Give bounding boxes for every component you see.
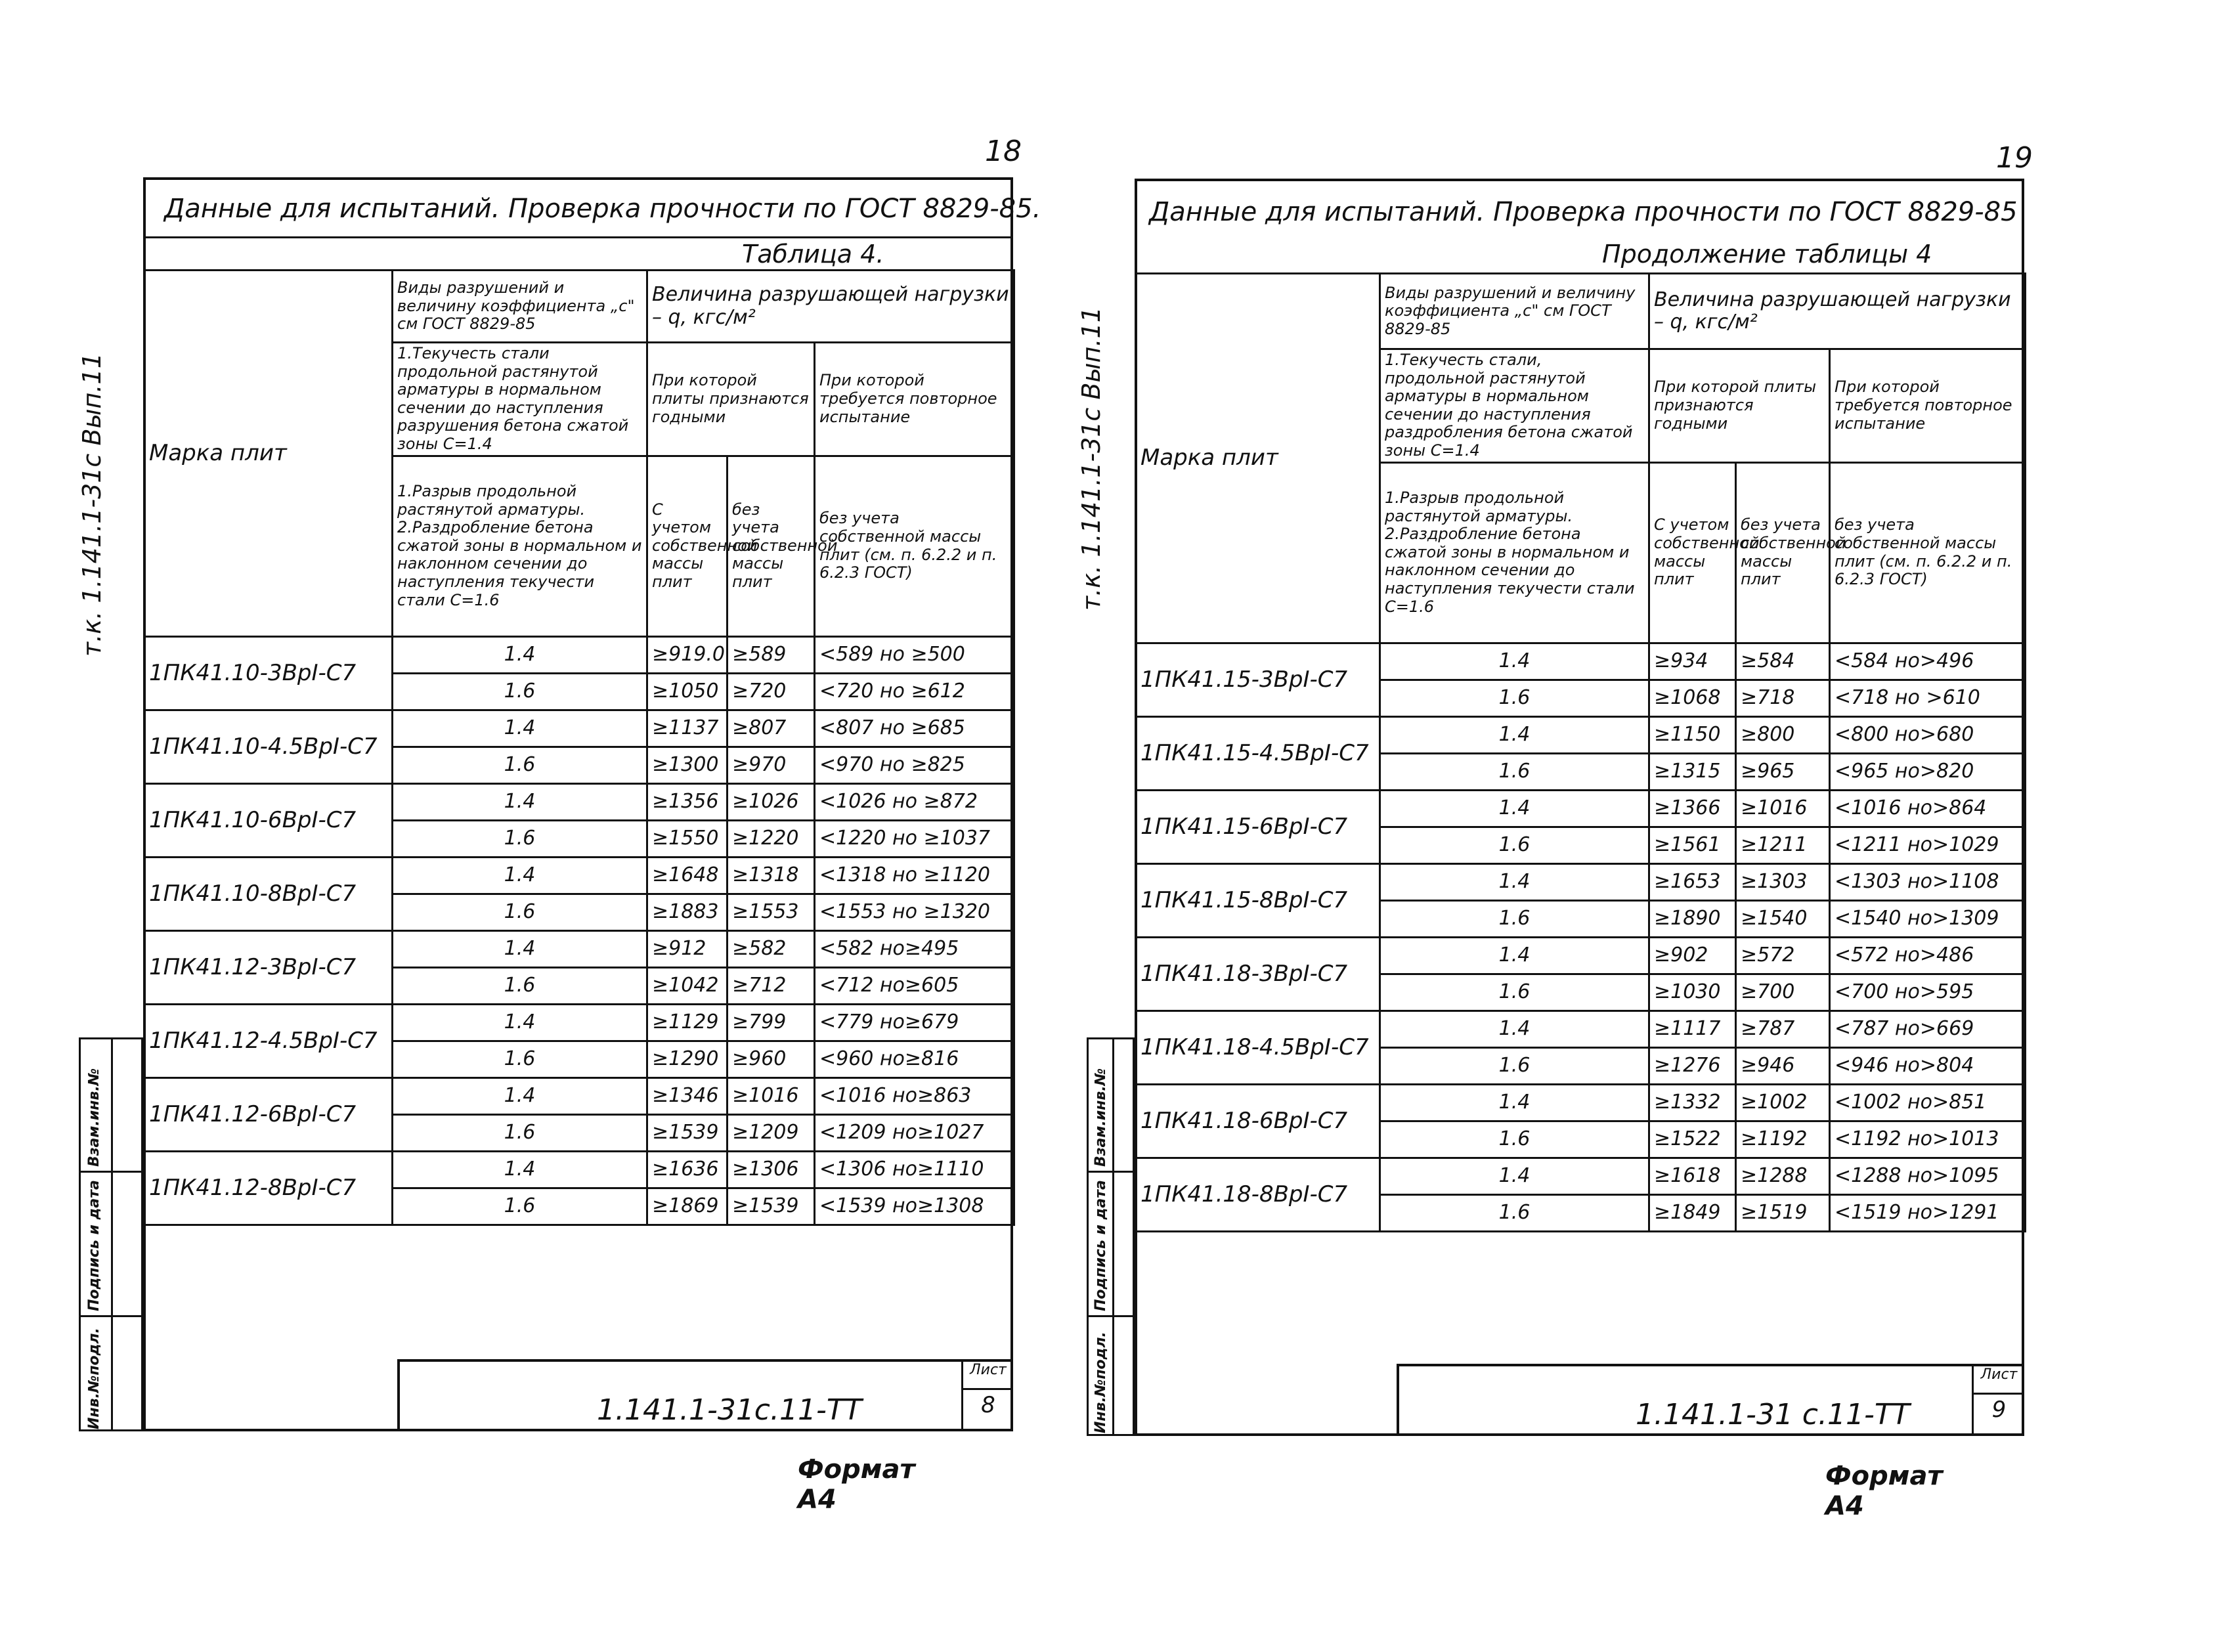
- marka-cell: 1ПК41.18-6ВрI-С7: [1136, 1084, 1380, 1158]
- without-own-cell: ≥589: [728, 636, 815, 673]
- without-own-cell: ≥718: [1736, 680, 1830, 716]
- coef-cell: 1.6: [1380, 827, 1649, 863]
- table-row: [144, 783, 1014, 820]
- with-own-cell: ≥912: [647, 930, 728, 967]
- with-own-cell: ≥1332: [1649, 1084, 1736, 1121]
- stamp-replace-label: Взам.инв.№: [1093, 1068, 1109, 1167]
- right-doc-code: 1.141.1-31 с.11-ТТ: [1636, 1398, 1910, 1431]
- coef-cell: 1.6: [1380, 1194, 1649, 1231]
- without-own-cell: ≥1540: [1736, 900, 1830, 937]
- without-own-cell: ≥582: [728, 930, 815, 967]
- with-own-cell: ≥1150: [1649, 716, 1736, 753]
- retest-cell: <1220 но ≥1037: [815, 820, 1014, 857]
- without-own-cell: ≥1318: [728, 857, 815, 894]
- without-own-cell: ≥800: [1736, 716, 1830, 753]
- table-row: [144, 857, 1014, 894]
- with-own-cell: ≥1068: [1649, 680, 1736, 716]
- coef-cell: 1.6: [1380, 1047, 1649, 1084]
- with-own-cell: ≥1849: [1649, 1194, 1736, 1231]
- with-own-cell: ≥1042: [647, 967, 728, 1004]
- right-rows: [1136, 643, 2026, 1231]
- table-row: [1136, 643, 2026, 680]
- without-own-cell: ≥1306: [728, 1151, 815, 1188]
- without-own-cell: ≥965: [1736, 753, 1830, 790]
- without-own-cell: ≥720: [728, 673, 815, 710]
- coef-cell: 1.6: [1380, 900, 1649, 937]
- with-own-cell: ≥1276: [1649, 1047, 1736, 1084]
- coef-cell: 1.4: [1380, 863, 1649, 900]
- table-row: [144, 930, 1014, 967]
- retest-cell: <1303 но>1108: [1830, 863, 2026, 900]
- retest-cell: <700 но>595: [1830, 974, 2026, 1011]
- table-row: [1136, 716, 2026, 753]
- with-own-cell: ≥919.0: [647, 636, 728, 673]
- marka-cell: 1ПК41.18-3ВрI-С7: [1136, 937, 1380, 1011]
- without-own-cell: ≥1016: [728, 1077, 815, 1114]
- coef-cell: 1.4: [393, 636, 647, 673]
- coef-cell: 1.4: [393, 857, 647, 894]
- marka-cell: 1ПК41.10-8ВрI-С7: [144, 857, 393, 930]
- retest-cell: <807 но ≥685: [815, 710, 1014, 747]
- left-sheet-box: [961, 1362, 1013, 1429]
- left-page-number: 18: [985, 135, 1022, 168]
- left-format: Формат А4: [798, 1454, 915, 1515]
- coef-cell: 1.4: [393, 710, 647, 747]
- retest-cell: <1192 но>1013: [1830, 1121, 2026, 1158]
- right-title-block: [1397, 1364, 2024, 1436]
- failure-types-header: Виды разрушений и величину коэффициента „с" см ГОСТ 8829-85: [1380, 274, 1649, 349]
- right-title: Данные для испытаний. Проверка прочности по ГОСТ 8829-85: [1149, 197, 2018, 227]
- with-own-cell: ≥1883: [647, 894, 728, 930]
- retest-cell: <572 но>486: [1830, 937, 2026, 974]
- retest-header: При которой требуется повторное испытание: [815, 343, 1014, 456]
- table-row: [1136, 790, 2026, 827]
- with-own-cell: ≥1300: [647, 747, 728, 783]
- without-own-cell: ≥712: [728, 967, 815, 1004]
- with-own-cell: ≥1315: [1649, 753, 1736, 790]
- left-rows: [144, 636, 1014, 1225]
- coef-cell: 1.4: [393, 1077, 647, 1114]
- retest-cell: <1016 но≥863: [815, 1077, 1014, 1114]
- coef-cell: 1.4: [1380, 1158, 1649, 1194]
- with-own-cell: ≥1648: [647, 857, 728, 894]
- marka-cell: 1ПК41.10-6ВрI-С7: [144, 783, 393, 857]
- marka-header: Марка плит: [144, 271, 393, 637]
- retest-cell: <800 но>680: [1830, 716, 2026, 753]
- table-row: [144, 1004, 1014, 1041]
- retest-cell: <720 но ≥612: [815, 673, 1014, 710]
- coef-cell: 1.6: [393, 1041, 647, 1077]
- retest-cell: <960 но≥816: [815, 1041, 1014, 1077]
- without-own-header-2: без учета собственной массы плит (см. п. 6.2.2 и п. 6.2.3 ГОСТ): [815, 456, 1014, 636]
- with-own-header: С учетом собственной массы плит: [1649, 462, 1736, 643]
- failure2-header: 1.Разрыв продольной растянутой арматуры. 2.Раздробление бетона сжатой зоны в нормальном и наклонном сечении до наступления текучести стали С=1.6: [393, 456, 647, 636]
- with-own-cell: ≥1356: [647, 783, 728, 820]
- left-subtitle: Таблица 4.: [742, 240, 884, 269]
- left-title-block: [397, 1359, 1013, 1431]
- retest-cell: <1209 но≥1027: [815, 1114, 1014, 1151]
- marka-header: Марка плит: [1136, 274, 1380, 643]
- without-own-cell: ≥970: [728, 747, 815, 783]
- stamp-replace-label: Взам.инв.№: [86, 1068, 102, 1167]
- left-side-stamp: [79, 1037, 143, 1431]
- load-header: Величина разрушающей нагрузки – q, кгс/м²: [647, 271, 1014, 343]
- retest-cell: <779 но≥679: [815, 1004, 1014, 1041]
- marka-cell: 1ПК41.15-3ВрI-С7: [1136, 643, 1380, 716]
- right-sheet-number: 9: [1991, 1397, 2007, 1423]
- stamp-sign-label: Подпись и дата: [1093, 1180, 1109, 1311]
- with-own-cell: ≥1137: [647, 710, 728, 747]
- marka-cell: 1ПК41.15-8ВрI-С7: [1136, 863, 1380, 937]
- coef-cell: 1.6: [393, 1188, 647, 1225]
- table-row: [1136, 937, 2026, 974]
- coef-cell: 1.4: [1380, 643, 1649, 680]
- with-own-cell: ≥1346: [647, 1077, 728, 1114]
- retest-cell: <946 но>804: [1830, 1047, 2026, 1084]
- retest-cell: <965 но>820: [1830, 753, 2026, 790]
- with-own-cell: ≥1129: [647, 1004, 728, 1041]
- without-own-cell: ≥1288: [1736, 1158, 1830, 1194]
- with-own-cell: ≥1550: [647, 820, 728, 857]
- retest-cell: <712 но≥605: [815, 967, 1014, 1004]
- retest-cell: <718 но >610: [1830, 680, 2026, 716]
- retest-cell: <589 но ≥500: [815, 636, 1014, 673]
- without-own-header: без учета собственной массы плит: [728, 456, 815, 636]
- coef-cell: 1.6: [393, 894, 647, 930]
- marka-cell: 1ПК41.12-6ВрI-С7: [144, 1077, 393, 1151]
- marka-cell: 1ПК41.12-3ВрI-С7: [144, 930, 393, 1004]
- retest-cell: <584 но>496: [1830, 643, 2026, 680]
- coef-cell: 1.4: [393, 1151, 647, 1188]
- coef-cell: 1.6: [393, 967, 647, 1004]
- without-own-cell: ≥946: [1736, 1047, 1830, 1084]
- table-row: [144, 1077, 1014, 1114]
- with-own-cell: ≥1366: [1649, 790, 1736, 827]
- with-own-cell: ≥1290: [647, 1041, 728, 1077]
- marka-cell: 1ПК41.18-4.5ВрI-С7: [1136, 1011, 1380, 1084]
- without-own-header: без учета собственной массы плит: [1736, 462, 1830, 643]
- coef-cell: 1.6: [393, 673, 647, 710]
- with-own-cell: ≥1890: [1649, 900, 1736, 937]
- coef-cell: 1.4: [1380, 790, 1649, 827]
- retest-cell: <1288 но>1095: [1830, 1158, 2026, 1194]
- right-subtitle: Продолжение таблицы 4: [1602, 240, 1932, 269]
- without-own-cell: ≥799: [728, 1004, 815, 1041]
- coef-cell: 1.4: [393, 930, 647, 967]
- with-own-cell: ≥1869: [647, 1188, 728, 1225]
- without-own-header-2: без учета собственной массы плит (см. п. 6.2.2 и п. 6.2.3 ГОСТ): [1830, 462, 2026, 643]
- retest-cell: <1539 но≥1308: [815, 1188, 1014, 1225]
- without-own-cell: ≥1539: [728, 1188, 815, 1225]
- marka-cell: 1ПК41.10-3ВрI-С7: [144, 636, 393, 710]
- retest-cell: <1318 но ≥1120: [815, 857, 1014, 894]
- without-own-cell: ≥700: [1736, 974, 1830, 1011]
- left-table: [143, 269, 1015, 1226]
- without-own-cell: ≥787: [1736, 1011, 1830, 1047]
- table-row: [1136, 1011, 2026, 1047]
- with-own-cell: ≥1653: [1649, 863, 1736, 900]
- right-table: [1135, 272, 2026, 1232]
- with-own-cell: ≥1050: [647, 673, 728, 710]
- marka-cell: 1ПК41.15-6ВрI-С7: [1136, 790, 1380, 863]
- marka-cell: 1ПК41.18-8ВрI-С7: [1136, 1158, 1380, 1231]
- without-own-cell: ≥1002: [1736, 1084, 1830, 1121]
- table-row: [144, 1151, 1014, 1188]
- without-own-cell: ≥1016: [1736, 790, 1830, 827]
- marka-cell: 1ПК41.15-4.5ВрI-С7: [1136, 716, 1380, 790]
- without-own-cell: ≥1553: [728, 894, 815, 930]
- without-own-cell: ≥960: [728, 1041, 815, 1077]
- retest-cell: <787 но>669: [1830, 1011, 2026, 1047]
- failure1-header: 1.Текучесть стали, продольной растянутой арматуры в нормальном сечении до наступления раздробления бетона сжатой зоны С=1.4: [1380, 349, 1649, 463]
- coef-cell: 1.6: [393, 820, 647, 857]
- table-row: [144, 710, 1014, 747]
- with-own-cell: ≥1539: [647, 1114, 728, 1151]
- coef-cell: 1.6: [393, 1114, 647, 1151]
- failure1-header: 1.Текучесть стали продольной растянутой арматуры в нормальном сечении до наступления разрушения бетона сжатой зоны С=1.4: [393, 343, 647, 456]
- with-own-cell: ≥1561: [1649, 827, 1736, 863]
- left-doc-code: 1.141.1-31с.11-ТТ: [597, 1393, 862, 1427]
- coef-cell: 1.6: [1380, 974, 1649, 1011]
- without-own-cell: ≥1211: [1736, 827, 1830, 863]
- coef-cell: 1.4: [393, 783, 647, 820]
- retest-header: При которой требуется повторное испытание: [1830, 349, 2026, 463]
- right-side-label: т.к. 1.141.1-31с Вып.11: [1077, 307, 1106, 611]
- retest-cell: <1002 но>851: [1830, 1084, 2026, 1121]
- coef-cell: 1.4: [1380, 937, 1649, 974]
- without-own-cell: ≥1192: [1736, 1121, 1830, 1158]
- right-sheet-label: Лист: [1974, 1366, 2024, 1395]
- without-own-cell: ≥584: [1736, 643, 1830, 680]
- table-row: [1136, 1158, 2026, 1194]
- with-own-cell: ≥1522: [1649, 1121, 1736, 1158]
- with-own-header: С учетом собственной массы плит: [647, 456, 728, 636]
- marka-cell: 1ПК41.12-8ВрI-С7: [144, 1151, 393, 1225]
- with-own-cell: ≥1030: [1649, 974, 1736, 1011]
- retest-cell: <1519 но>1291: [1830, 1194, 2026, 1231]
- coef-cell: 1.4: [1380, 1011, 1649, 1047]
- retest-cell: <1306 но≥1110: [815, 1151, 1014, 1188]
- marka-cell: 1ПК41.12-4.5ВрI-С7: [144, 1004, 393, 1077]
- with-own-cell: ≥934: [1649, 643, 1736, 680]
- load-header: Величина разрушающей нагрузки – q, кгс/м²: [1649, 274, 2026, 349]
- retest-cell: <970 но ≥825: [815, 747, 1014, 783]
- retest-cell: <1016 но>864: [1830, 790, 2026, 827]
- left-title: Данные для испытаний. Проверка прочности по ГОСТ 8829-85.: [164, 194, 1041, 224]
- table-row: [1136, 1084, 2026, 1121]
- retest-cell: <1553 но ≥1320: [815, 894, 1014, 930]
- coef-cell: 1.4: [393, 1004, 647, 1041]
- retest-cell: <1211 но>1029: [1830, 827, 2026, 863]
- with-own-cell: ≥1618: [1649, 1158, 1736, 1194]
- stamp-sign-label: Подпись и дата: [86, 1180, 102, 1311]
- retest-cell: <1026 но ≥872: [815, 783, 1014, 820]
- coef-cell: 1.6: [393, 747, 647, 783]
- stamp-inv-label: Инв.№подл.: [86, 1328, 102, 1429]
- without-own-cell: ≥1519: [1736, 1194, 1830, 1231]
- right-sheet-box: [1972, 1366, 2024, 1433]
- failure-types-header: Виды разрушений и величину коэффициента „с" см ГОСТ 8829-85: [393, 271, 647, 343]
- right-side-stamp: [1087, 1037, 1135, 1436]
- without-own-cell: ≥572: [1736, 937, 1830, 974]
- coef-cell: 1.6: [1380, 680, 1649, 716]
- without-own-cell: ≥1026: [728, 783, 815, 820]
- fit-header: При которой плиты признаются годными: [1649, 349, 1830, 463]
- coef-cell: 1.6: [1380, 753, 1649, 790]
- fit-header: При которой плиты признаются годными: [647, 343, 815, 456]
- with-own-cell: ≥1636: [647, 1151, 728, 1188]
- with-own-cell: ≥902: [1649, 937, 1736, 974]
- right-page-number: 19: [1996, 141, 2033, 175]
- table-row: [144, 636, 1014, 673]
- retest-cell: <1540 но>1309: [1830, 900, 2026, 937]
- without-own-cell: ≥1303: [1736, 863, 1830, 900]
- coef-cell: 1.4: [1380, 716, 1649, 753]
- retest-cell: <582 но≥495: [815, 930, 1014, 967]
- with-own-cell: ≥1117: [1649, 1011, 1736, 1047]
- left-sheet-number: 8: [981, 1392, 995, 1418]
- right-format: Формат А4: [1825, 1461, 1943, 1521]
- stamp-inv-label: Инв.№подл.: [1093, 1332, 1109, 1433]
- coef-cell: 1.4: [1380, 1084, 1649, 1121]
- marka-cell: 1ПК41.10-4.5ВрI-С7: [144, 710, 393, 783]
- without-own-cell: ≥807: [728, 710, 815, 747]
- table-row: [1136, 863, 2026, 900]
- without-own-cell: ≥1209: [728, 1114, 815, 1151]
- left-side-label: т.к. 1.141.1-31с Вып.11: [77, 353, 106, 657]
- without-own-cell: ≥1220: [728, 820, 815, 857]
- failure2-header: 1.Разрыв продольной растянутой арматуры. 2.Раздробление бетона сжатой зоны в нормальном и наклонном сечении до наступления текучести стали С=1.6: [1380, 462, 1649, 643]
- left-sheet-label: Лист: [963, 1362, 1013, 1390]
- coef-cell: 1.6: [1380, 1121, 1649, 1158]
